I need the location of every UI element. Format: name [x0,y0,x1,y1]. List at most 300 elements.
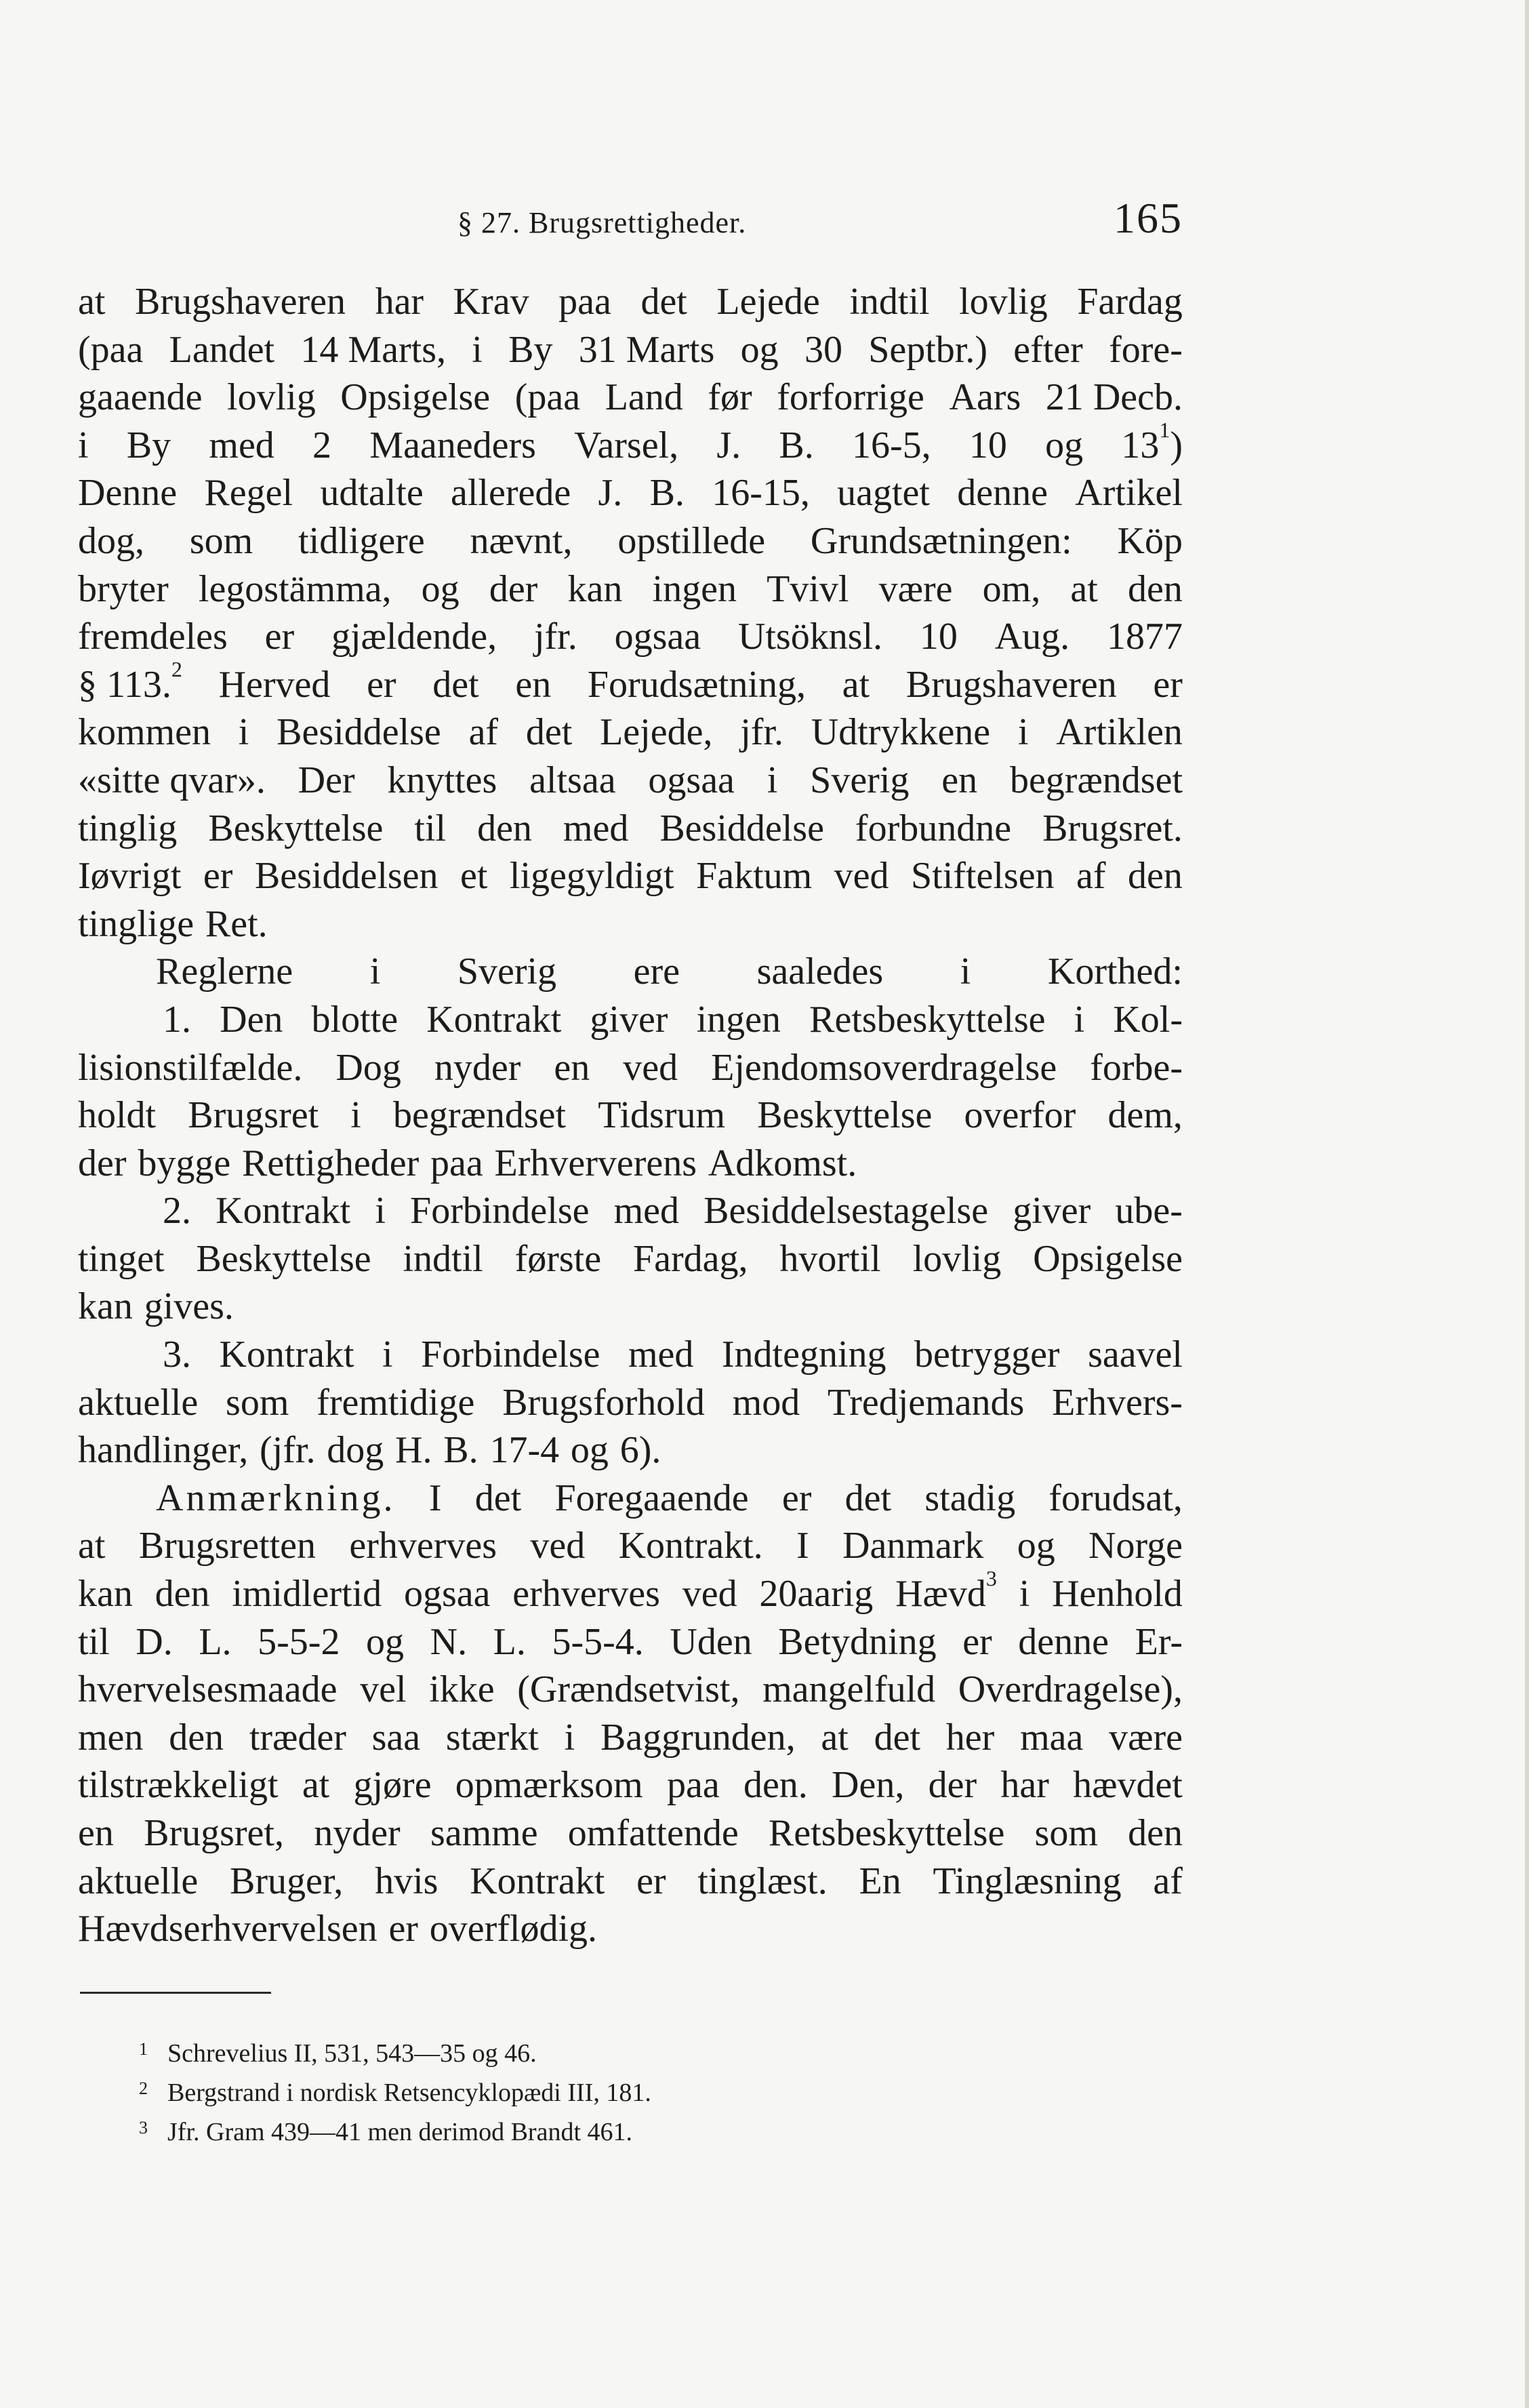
word: Artikel [1075,472,1183,515]
text-line [78,613,1183,661]
word: er [388,1908,418,1950]
word: jfr. [533,616,577,658]
word: giver [1013,1190,1091,1232]
word: jfr. [740,711,783,754]
text-line [78,1235,1183,1283]
word: J. [716,424,741,466]
word: Faktum [696,855,813,898]
word: $13^1$) [1121,417,1183,466]
word: blotte [311,998,399,1041]
footnote [139,2112,1088,2152]
word: og [740,328,779,371]
word: ingen [652,567,737,610]
word: Bruger, [230,1860,344,1902]
word: Er- [1135,1620,1183,1663]
text-line [78,708,1183,757]
word: hvis [375,1860,439,1902]
word: at [821,1716,849,1759]
word: Tidsrum [598,1094,726,1137]
word: Uden [670,1620,752,1663]
word: om, [982,567,1041,610]
word: 2 [312,424,332,466]
word: i [472,328,483,371]
word: forbundne [855,807,1012,849]
word: at [302,1764,330,1807]
text-line [78,656,1183,709]
word: Ejendomsoverdragelse [711,1046,1057,1089]
word: er [781,1477,812,1519]
word: lovlig [912,1237,1002,1280]
word: § 113.$^2$ [78,656,182,706]
word: Brugshaveren [905,663,1117,706]
word: Retsbeskyttelse [768,1812,1005,1854]
word: legostämma, [198,567,392,610]
word: overflødig. [429,1908,598,1950]
word: Fardag [1077,281,1183,323]
word: er [264,616,295,658]
word: i [1017,711,1029,754]
word: lovlig [227,376,316,419]
word: den [477,807,532,849]
word: (Grændsetvist, [517,1668,740,1711]
word: fremtidige [317,1381,475,1424]
word: overfor [964,1094,1076,1137]
footnote-mark: 1 [139,2039,148,2059]
word: som [1034,1812,1098,1854]
word: i [1019,1573,1030,1616]
word: ved [623,1046,678,1089]
word: har [375,281,424,323]
text-line [78,278,1183,326]
word: begrændset [393,1094,567,1137]
word: altsaa [529,759,616,801]
word: saaledes [756,950,884,993]
word: Retsbeskyttelse [809,998,1046,1041]
footnote-text: Schrevelius II, 531, 543—35 og 46. [167,2039,537,2068]
word: 30 [804,328,842,371]
word: ingen [696,998,781,1041]
word: Overdragelse), [958,1668,1183,1711]
word: 17-4 [489,1429,560,1472]
word: Dog [335,1046,401,1089]
word: Forbindelse [410,1190,590,1232]
word: Forudsætning, [587,663,806,706]
word: erhverves [349,1525,497,1567]
word: den [1128,567,1183,610]
word: første [514,1237,602,1280]
word: den [1128,1812,1183,1854]
word: hævdet [1073,1764,1183,1807]
word: i [382,1333,393,1376]
word: Brugsret. [1042,807,1183,849]
word: aktuelle [78,1381,199,1424]
text-line [78,1187,1183,1235]
word: Brugshaveren [134,281,346,323]
word: forforrige [777,376,924,419]
word: den [1128,855,1183,898]
word: N. [430,1620,468,1663]
word: By [126,424,171,466]
word: fore- [1109,328,1183,371]
word: bryter [78,567,169,610]
word: kommen [78,711,211,754]
word: tilstrækkeligt [78,1764,279,1807]
word: By [508,328,553,371]
word: ikke [429,1668,495,1711]
footnote [139,2034,1088,2073]
word: Beskyttelse [208,807,384,849]
word: B. [779,424,814,466]
word: nyder [314,1812,401,1854]
word: Erhvers- [1052,1381,1183,1424]
footnote-mark: 2 [139,2079,148,2098]
word: H. [395,1429,432,1472]
word: gjældende, [331,616,497,658]
word: af [1153,1860,1183,1902]
word: vel [360,1668,407,1711]
word: tinglæst. [697,1860,828,1902]
text-line [78,1474,1183,1523]
word: den. [743,1764,808,1807]
word: Brugsret, [144,1812,284,1854]
word: imidlertid [232,1573,382,1616]
footnote [139,2073,1088,2112]
word: være [878,567,953,610]
word: i [960,950,971,993]
text-line [78,996,1183,1044]
word: af [1076,855,1106,898]
word: tinglige [78,902,195,945]
word: 16-15, [712,472,810,515]
word: allerede [451,472,571,515]
footnote-text: Jfr. Gram 439—41 men derimod Brandt 461. [167,2118,633,2146]
word: i [78,424,89,466]
word: J. [598,472,623,515]
text-line [78,1666,1183,1714]
word: 5-5-4. [552,1620,644,1663]
word: en [554,1046,590,1089]
word: at [1070,567,1098,610]
text-line [78,469,1183,517]
word: at [78,1525,106,1567]
word: det [640,281,687,323]
word: (paa [78,328,144,371]
word: Krav [453,281,529,323]
word: Kontrakt. [618,1525,763,1567]
word: Danmark [842,1525,984,1567]
word: Herved [218,663,331,706]
text-line [78,517,1183,565]
body-text [78,278,1183,1953]
word: Kol- [1113,998,1183,1041]
word: Opsigelse [1033,1237,1183,1280]
word: er [962,1620,992,1663]
word: og [1045,424,1084,466]
text-line [78,852,1183,900]
word: en [78,1812,114,1854]
word: Kontrakt [219,1333,354,1376]
text-line [78,757,1183,805]
word: Kontrakt [426,998,562,1041]
word: indtil [403,1237,483,1280]
word: i [564,1716,575,1759]
word: mangelfuld [762,1668,936,1711]
word: er [367,663,396,706]
word: (paa [514,376,581,419]
word: til [78,1620,110,1663]
word: Septbr.) [868,328,987,371]
word: uagtet [837,472,930,515]
word: B. [649,472,685,515]
word: dog [327,1429,384,1472]
word: 10 [969,424,1007,466]
word: erhverves [512,1573,660,1616]
word: omfattende [567,1812,739,1854]
word: ogsaa [648,759,735,801]
word: Brugsforhold [502,1381,705,1424]
word: Varsel, [574,424,679,466]
word: ved [530,1525,586,1567]
text-line [78,1331,1183,1379]
word: 16-5, [851,424,931,466]
text-line [78,1858,1183,1906]
word: Grundsætningen: [810,519,1072,562]
word: dem, [1107,1094,1183,1137]
word: og [421,567,460,610]
word: hvervelsesmaade [78,1668,338,1711]
word: med [628,1333,694,1376]
word: En [859,1860,901,1902]
word: Besiddelsen [254,855,439,898]
word: L. [199,1620,232,1663]
section-title: § 27. Brugsrettigheder. [457,206,747,239]
word: Den [220,998,283,1041]
word: udtalte [320,472,424,515]
word: være [1109,1716,1183,1759]
word: der [489,567,538,610]
word: hvortil [779,1237,881,1280]
word: Besiddelse [659,807,824,849]
word: samme [430,1812,538,1854]
text-line [78,1809,1183,1858]
word: 10 [919,616,958,658]
text-line [78,1379,1183,1427]
text-line [78,805,1183,853]
text-line [78,1091,1183,1140]
word: I [428,1477,442,1519]
word: tinglig [78,807,178,849]
word: Sverig [810,759,910,801]
word: Reglerne [156,950,293,993]
word: det [525,711,573,754]
running-header [78,193,1183,268]
word: gives. [144,1285,234,1328]
word: Kontrakt [470,1860,605,1902]
word: Beskyttelse [196,1237,371,1280]
word: ved [834,855,889,898]
word: kan [567,567,623,610]
word: ube- [1115,1190,1183,1232]
word: forbe- [1090,1046,1183,1089]
text-line [78,1566,1183,1618]
word: «sitte qvar». [78,759,266,801]
word: Aars [949,376,1021,419]
word: Iøvrigt [78,855,182,898]
word: handlinger, [78,1429,249,1472]
word: Landet [169,328,275,371]
word: 21 Decb. [1045,376,1183,419]
word: 2. [163,1190,191,1232]
page-number: 165 [1114,194,1183,242]
word: denne [1018,1620,1109,1663]
page-edge [1525,0,1529,2408]
word: til [414,807,447,849]
word: denne [957,472,1048,515]
word: Rettigheder [241,1142,420,1184]
word: men [78,1716,144,1759]
word: i [375,1190,386,1232]
word: paa [666,1764,720,1807]
word: er [1153,663,1183,706]
word: nævnt, [470,519,573,562]
word: fremdeles [78,616,228,658]
word: Beskyttelse [757,1094,933,1137]
word: mod [732,1381,800,1424]
word: en [515,663,552,706]
word: L. [493,1620,526,1663]
word: Baggrunden, [600,1716,796,1759]
text-line [78,1522,1183,1570]
word: her [945,1716,995,1759]
word: 1. [163,998,191,1041]
word: dog, [78,519,144,562]
word: Brugsretten [138,1525,317,1567]
word: Fardag, [632,1237,748,1280]
word: den [155,1573,210,1616]
word: Korthed: [1047,950,1183,993]
word: opstillede [617,519,766,562]
word: Norge [1088,1525,1183,1567]
word: Stiftelsen [911,855,1055,898]
word: af [468,711,499,754]
word: før [708,376,752,419]
word: kan [78,1573,133,1616]
word: ogsaa [614,616,701,658]
word: ogsaa [403,1573,491,1616]
word: Der [298,759,355,801]
word: lovlig [959,281,1048,323]
word: maa [1020,1716,1084,1759]
word: der [928,1764,977,1807]
word: som [226,1381,289,1424]
text-line [78,1618,1183,1666]
word: med [209,424,274,466]
word: Besiddelse [277,711,441,754]
word: holdt [78,1094,157,1137]
word: Land [605,376,683,419]
word: Udtrykkene [811,711,991,754]
word: gaaende [78,376,203,419]
word: har [1000,1764,1049,1807]
word: Opsigelse [340,376,491,419]
word: knyttes [387,759,497,801]
word: stadig [924,1477,1016,1519]
word: I [796,1525,809,1567]
word: en [941,759,978,801]
word: 1877 [1107,616,1183,658]
text-line [78,565,1183,614]
word: Brugsret [188,1094,319,1137]
word: kan [78,1285,133,1328]
word: Adkomst. [708,1142,857,1184]
word: Foregaaende [554,1477,749,1519]
word: Erhververens [494,1142,697,1184]
word: Lejede, [600,711,713,754]
word: gjøre [353,1764,432,1807]
word: Forbindelse [421,1333,600,1376]
word: begrændset [1009,759,1183,801]
word: B. [443,1429,478,1472]
text-line [78,417,1183,470]
word: som [189,519,253,562]
word: træder [249,1716,346,1759]
word: Tvivl [767,567,849,610]
word: Anmærkning. [156,1477,396,1519]
text-line [78,1283,1183,1331]
word: Denne [78,472,178,515]
word: Köp [1117,519,1183,562]
word: paa [430,1142,483,1184]
footnote-rule [80,1992,271,1994]
footnote-mark: 3 [139,2118,148,2138]
word: giver [590,998,668,1041]
word: Utsöknsl. [737,616,883,658]
word: 5-5-2 [258,1620,340,1663]
word: og [570,1429,609,1472]
word: lisionstilfælde. [78,1046,303,1089]
word: Kontrakt [216,1190,351,1232]
text-line [78,948,1183,996]
word: et [460,855,488,898]
word: stærkt [445,1716,539,1759]
word: Hævd$^3$ [895,1566,997,1616]
word: (jfr. [260,1429,316,1472]
text-line [78,1905,1183,1953]
word: i [238,711,249,754]
word: nyder [434,1046,521,1089]
text-line [78,1426,1183,1474]
word: Hævdserhvervelsen [78,1908,378,1950]
word: Regel [204,472,293,515]
footnotes [139,2034,1088,2152]
word: i [369,950,381,993]
word: 3. [163,1333,191,1376]
word: det [844,1477,892,1519]
word: og [366,1620,405,1663]
word: aktuelle [78,1860,199,1902]
word: i [767,759,778,801]
word: Ret. [205,902,268,945]
word: det [432,663,479,706]
word: Indtegning [721,1333,886,1376]
text-line [78,1044,1183,1092]
word: indtil [849,281,930,323]
word: Artiklen [1056,711,1183,754]
word: Lejede [716,281,820,323]
text-line [78,326,1183,374]
word: Tinglæsning [933,1860,1122,1902]
word: med [563,807,629,849]
